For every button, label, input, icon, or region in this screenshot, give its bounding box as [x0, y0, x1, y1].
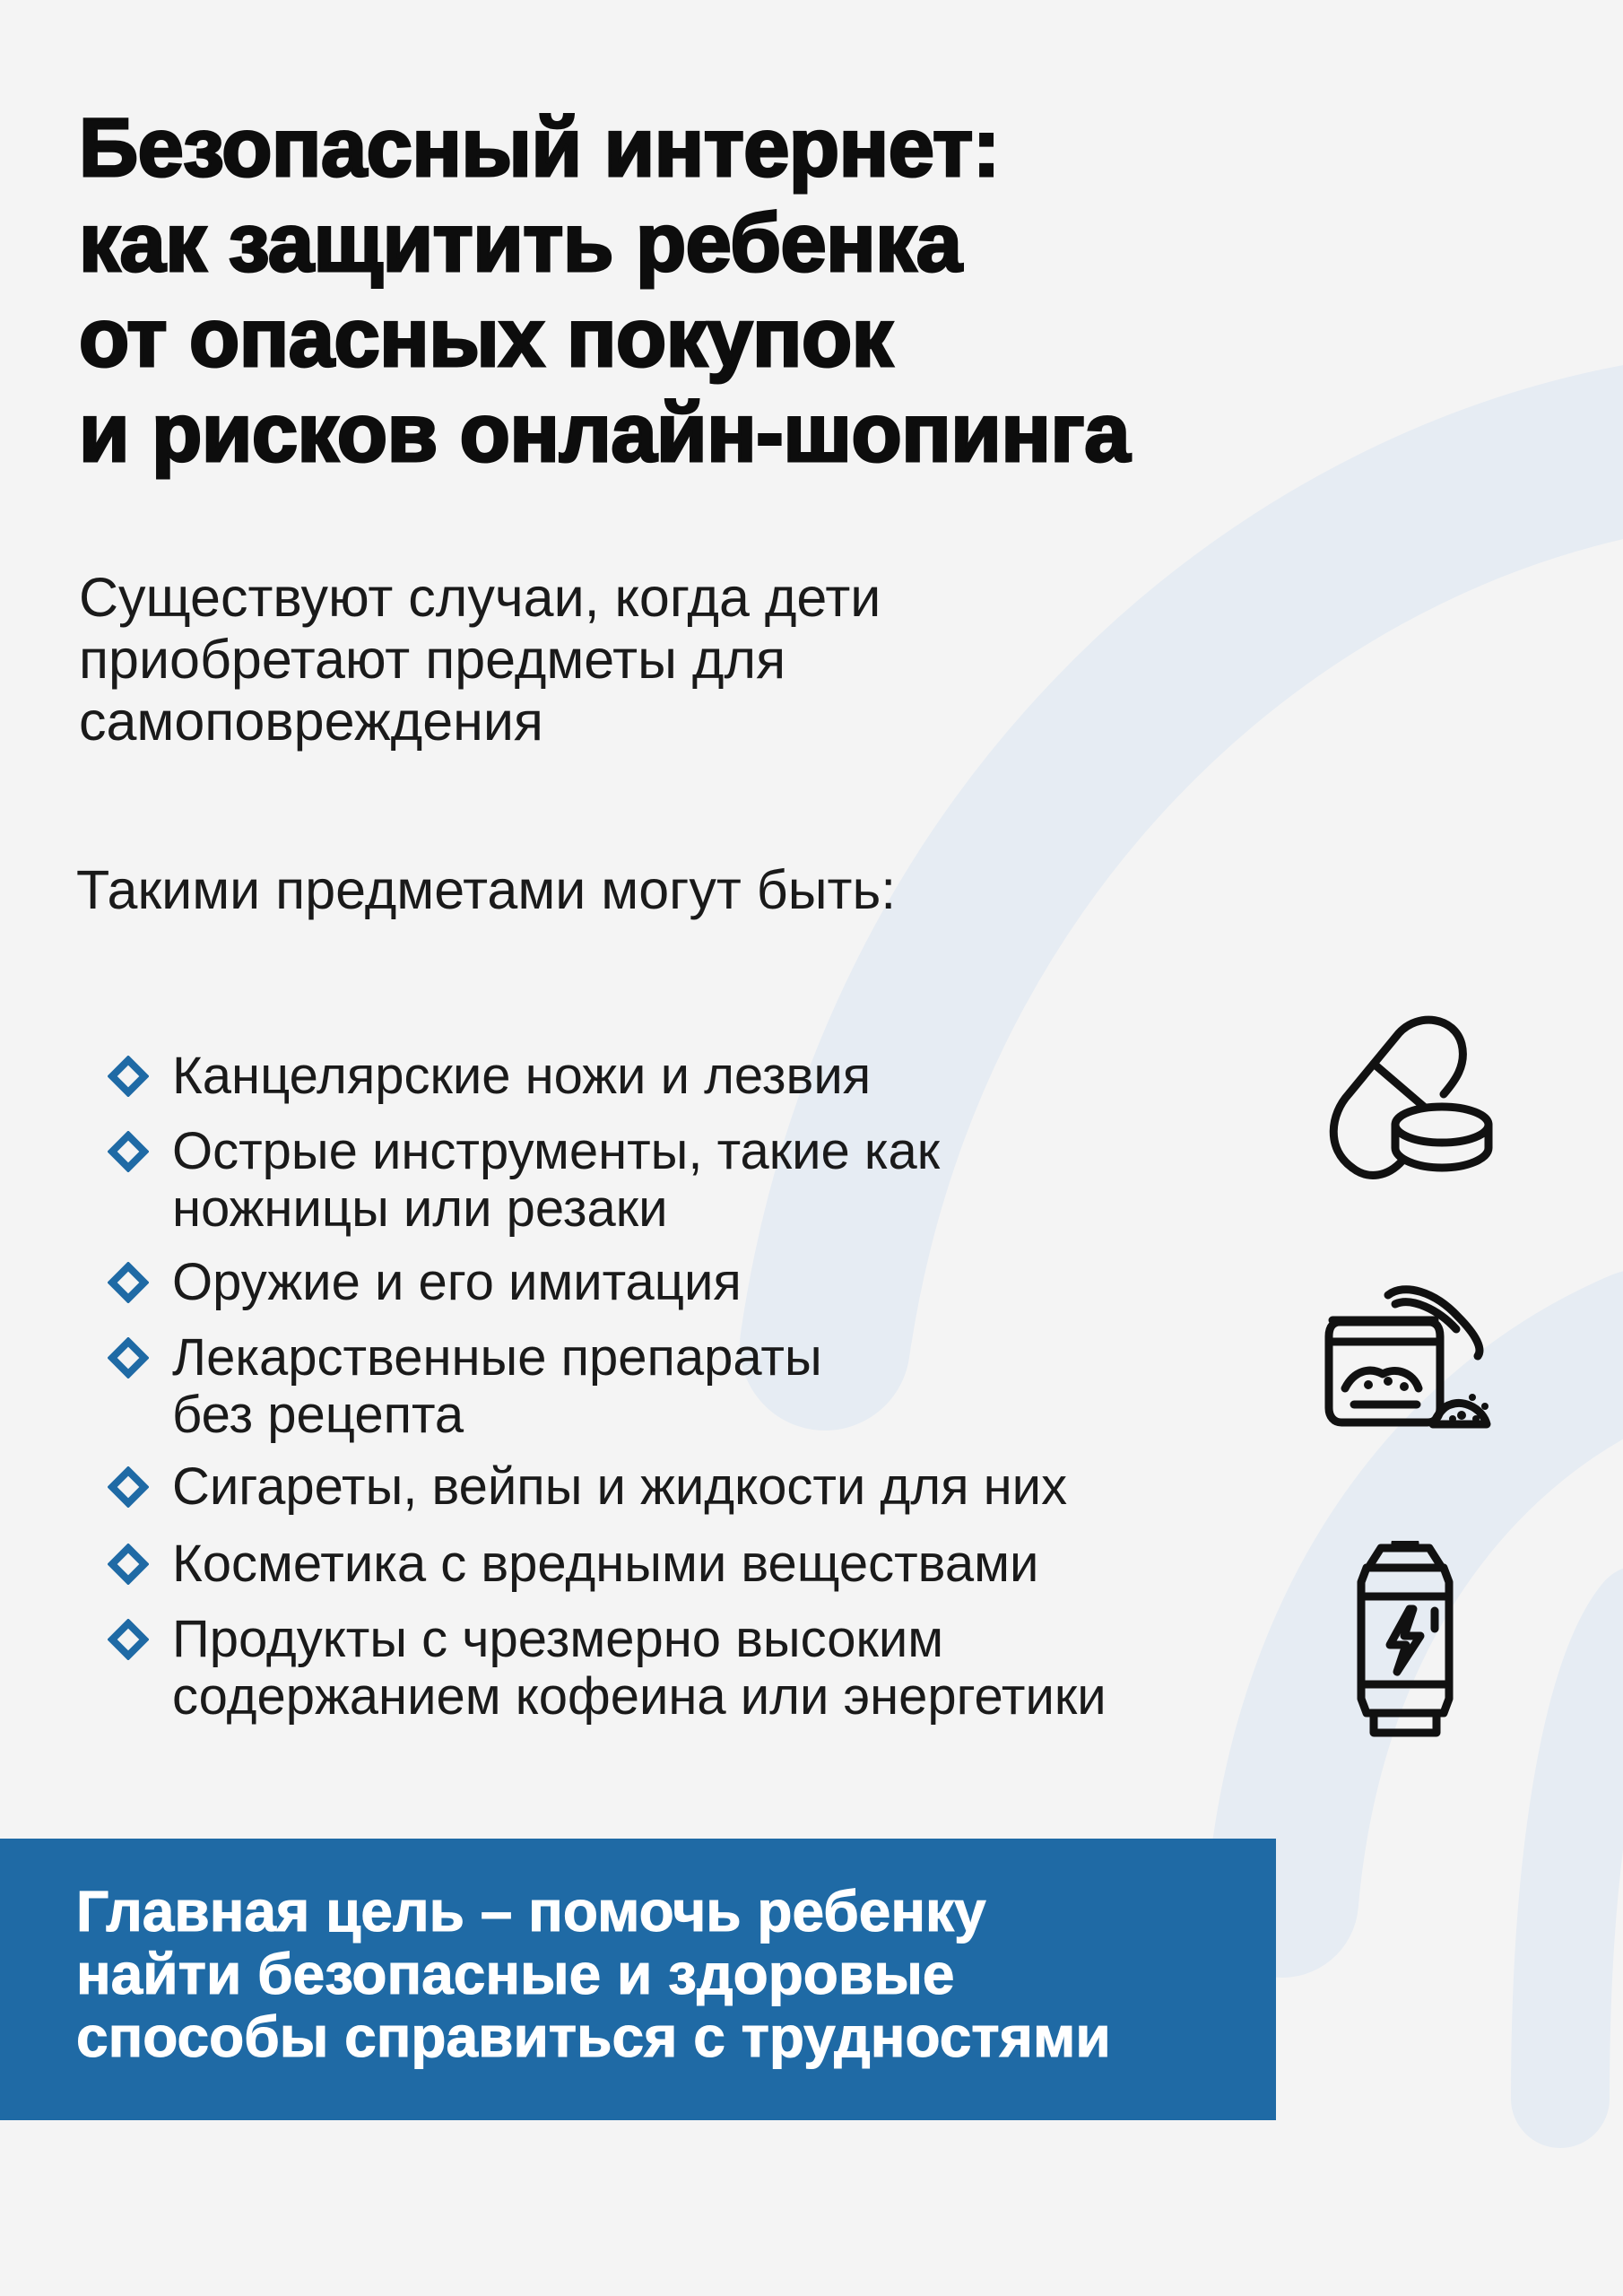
diamond-bullet-icon — [108, 1466, 149, 1508]
list-item-text: Оружие и его имитация — [172, 1253, 742, 1311]
diamond-bullet-icon — [108, 1262, 149, 1303]
list-item-text: Лекарственные препараты — [172, 1328, 822, 1387]
banner-line: Главная цель – помочь ребенку — [76, 1879, 986, 1944]
diamond-bullet-icon — [108, 1544, 149, 1585]
list-item-text: содержанием кофеина или энергетики — [172, 1667, 1107, 1726]
list-item-text: Косметика с вредными веществами — [172, 1535, 1039, 1593]
goal-banner-text — [76, 1880, 1111, 2068]
diamond-bullet-icon — [108, 1619, 149, 1660]
intro-line: приобретают предметы для — [79, 629, 786, 690]
list-item-text: Продукты с чрезмерно высоким — [172, 1610, 944, 1668]
title-line: как защитить ребенка — [79, 197, 962, 289]
list-item-text: Канцелярские ножи и лезвия — [172, 1047, 872, 1105]
energy-drink-can-icon — [1347, 1541, 1463, 1740]
title-line: и рисков онлайн-шопинга — [79, 387, 1130, 479]
diamond-bullet-icon — [108, 1337, 149, 1378]
list-item-text: Острые инструменты, такие как — [172, 1122, 941, 1180]
diamond-bullet-icon — [108, 1056, 149, 1097]
title-line: от опасных покупок — [79, 292, 893, 384]
banner-line: способы справиться с трудностями — [76, 2005, 1111, 2069]
list-item-text: Сигареты, вейпы и жидкости для них — [172, 1457, 1068, 1516]
list-item-text: ножницы или резаки — [172, 1179, 668, 1238]
intro-line: самоповреждения — [79, 691, 543, 752]
title-line: Безопасный интернет: — [79, 102, 1000, 194]
pills-icon — [1318, 1013, 1497, 1184]
diamond-bullet-icon — [108, 1131, 149, 1172]
jar-icon — [1318, 1274, 1497, 1444]
background-arc-bottom — [1560, 1614, 1623, 2099]
list-item-text: без рецепта — [172, 1386, 464, 1444]
intro-line: Существуют случаи, когда дети — [79, 567, 881, 628]
goal-banner — [0, 1839, 1276, 2120]
banner-line: найти безопасные и здоровые — [76, 1942, 955, 2006]
list-lead-text: Такими предметами могут быть: — [76, 859, 897, 920]
